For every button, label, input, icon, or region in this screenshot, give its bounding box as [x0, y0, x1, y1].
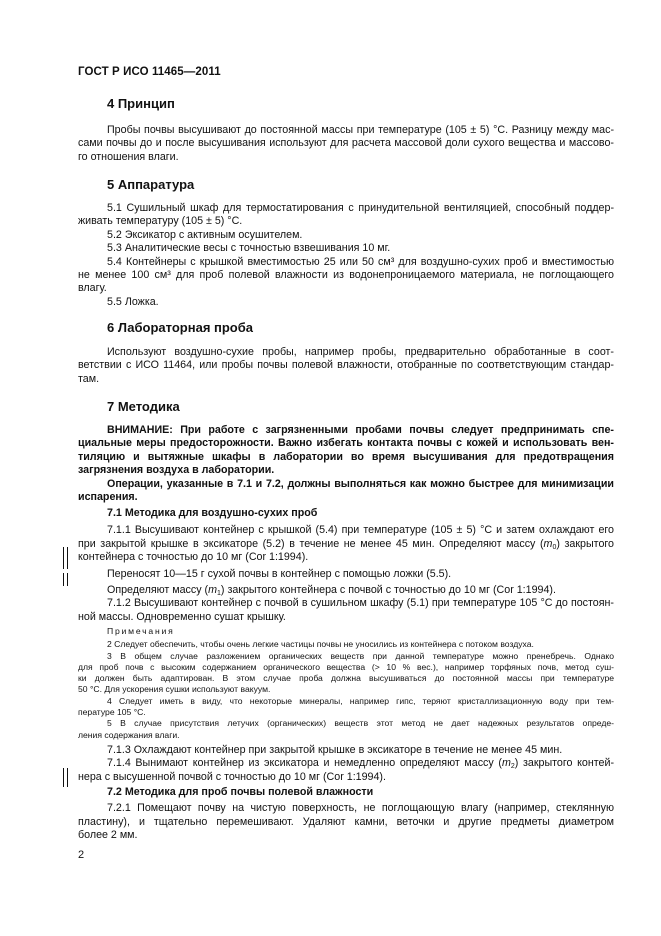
notes-block — [78, 626, 614, 741]
text-line: не менее 100 см³ для проб полевой влажности из водонепроницаемого материала, не поглощающего — [78, 269, 614, 282]
text-line: загрязнения воздуха в лаборатории. — [78, 464, 275, 477]
note-line: ки должен быть адаптирован. В этом случае проба должна высушиваться до постоянной массы при температуре — [78, 673, 614, 684]
subsection-7-1-title: 7.1 Методика для воздушно-сухих проб — [107, 507, 318, 519]
subsection-7-2 — [78, 786, 614, 843]
text-line: нера с высушенной почвой с точностью до 10 мг (Cor 1:1994). — [78, 770, 386, 783]
change-bar — [63, 768, 68, 787]
text-line: циальные меры предосторожности. Важно избегать контакта почвы с кожей и использовать вен- — [78, 437, 614, 450]
text-line: сами почвы до и после высушивания используют для расчета массовой доли сухого вещества и массово- — [78, 137, 614, 150]
warning-block — [78, 424, 614, 504]
text-line: Определяют массу $(m_1)$ закрытого контейнера с почвой с точностью до 10 мг (Cor 1:1994). — [107, 584, 556, 598]
text-line: го отношения влаги. — [78, 150, 179, 163]
steps-7-1-3-4 — [78, 744, 614, 784]
text-line: Операции, указанные в 7.1 и 7.2, должны выполняться как можно быстрее для минимизации — [107, 477, 614, 490]
note-line: 4 Следует иметь в виду, что некоторые минералы, например гипс, теряют кристаллизационную воду при тем- — [107, 695, 614, 706]
text-line: Используют воздушно-сухие пробы, например пробы, предварительно обработанные в соот- — [107, 346, 614, 358]
note-line: пературе 105 °С. — [78, 707, 146, 718]
note-line: 3 В общем случае разложением органических веществ при данной температуре можно пренебречь. Однако — [107, 650, 614, 661]
page-number: 2 — [78, 849, 85, 861]
text-line: 5.1 Сушильный шкаф для термостатирования с принудительной вентиляцией, способный поддер- — [107, 202, 614, 214]
section-5-body — [78, 202, 614, 309]
section-4-title: 4 Принцип — [107, 96, 175, 111]
text-line: испарения. — [78, 491, 138, 504]
text-line: 7.1.2 Высушивают контейнер с почвой в сушильном шкафу (5.1) при температуре 105 °С до постоян- — [107, 597, 614, 610]
text-line: ной массы. Одновременно сушат крышку. — [78, 610, 286, 623]
text-line: 5.5 Ложка. — [107, 295, 159, 308]
text-line: Пробы почвы высушивают до постоянной массы при температуре (105 ± 5) °С. Разницу между мас- — [107, 124, 614, 136]
section-5-title: 5 Аппаратура — [107, 177, 195, 192]
text-line: 5.4 Контейнеры с крышкой вместимостью 25 или 50 см³ для воздушно-сухих проб и вместимостью — [107, 255, 614, 268]
text-line: влагу. — [78, 282, 107, 295]
section-4-body — [78, 124, 614, 164]
text-line: контейнера с точностью до 10 мг (Cor 1:1994). — [78, 551, 309, 564]
change-bar — [63, 547, 68, 569]
text-line: 7.1.4 Вынимают контейнер из эксикатора и немедленно определяют массу $(m_2)$ закрытого контей- — [107, 757, 615, 771]
subsection-7-2-title: 7.2 Методика для проб почвы полевой влажности — [107, 786, 374, 798]
document-header: ГОСТ Р ИСО 11465—2011 — [78, 66, 221, 78]
notes-title: Примечания — [107, 626, 175, 636]
text-line: там. — [78, 372, 100, 385]
section-6-body — [78, 346, 614, 386]
text-line: 5.2 Эксикатор с активным осушителем. — [107, 228, 303, 241]
note-line: 2 Следует обеспечить, чтобы очень легкие частицы почвы не уносились из контейнера с потоком воздуха. — [107, 639, 534, 650]
text-line: при закрытой крышке в эксикаторе (5.2) в течение не менее 45 мин. Определяют массу $(m_0)$ закрытого — [78, 537, 614, 551]
note-line: 5 В случае присутствия летучих (органических) веществ этот метод не дает надежных результатов опреде- — [107, 718, 614, 729]
text-line: Переносят 10—15 г сухой почвы в контейнер с помощью ложки (5.5). — [107, 567, 452, 580]
text-line: ветствии с ИСО 11464, или пробы почвы полевой влажности, отобранные по соответствующим стандар- — [78, 359, 614, 372]
section-6-title: 6 Лабораторная проба — [107, 320, 254, 335]
section-7-title: 7 Методика — [107, 399, 180, 414]
text-line: живать температуру (105 ± 5) °С. — [78, 215, 243, 228]
text-line: тиляцию и вытяжные шкафы в лаборатории во время высушивания для предотвращения — [78, 450, 614, 463]
text-line: ВНИМАНИЕ: При работе с загрязненными пробами почвы следует предпринимать спе- — [107, 424, 614, 436]
text-line: пластину), и тщательно перемешивают. Удаляют камни, веточки и другие предметы диаметром — [78, 815, 614, 828]
text-line: более 2 мм. — [78, 829, 138, 842]
note-line: ления содержания влаги. — [78, 729, 180, 740]
change-bar — [63, 573, 68, 586]
text-line: 5.3 Аналитические весы с точностью взвешивания 10 мг. — [107, 242, 391, 255]
text-line: 7.1.1 Высушивают контейнер с крышкой (5.4) при температуре (105 ± 5) °С и затем охлаждают его — [107, 524, 614, 537]
text-line: 7.1.3 Охлаждают контейнер при закрытой крышке в эксикаторе в течение не менее 45 мин. — [107, 744, 563, 756]
subsection-7-1 — [78, 507, 614, 624]
text-line: 7.2.1 Помещают почву на чистую поверхность, не поглощающую влагу (например, стеклянную — [107, 802, 614, 815]
note-line: 50 °С. Для ускорения сушки используют вакуум. — [78, 684, 271, 695]
note-line: для проб почв с высоким содержанием органического вещества (> 10 % вес.), например торфяных почв, метод суш- — [78, 661, 614, 672]
